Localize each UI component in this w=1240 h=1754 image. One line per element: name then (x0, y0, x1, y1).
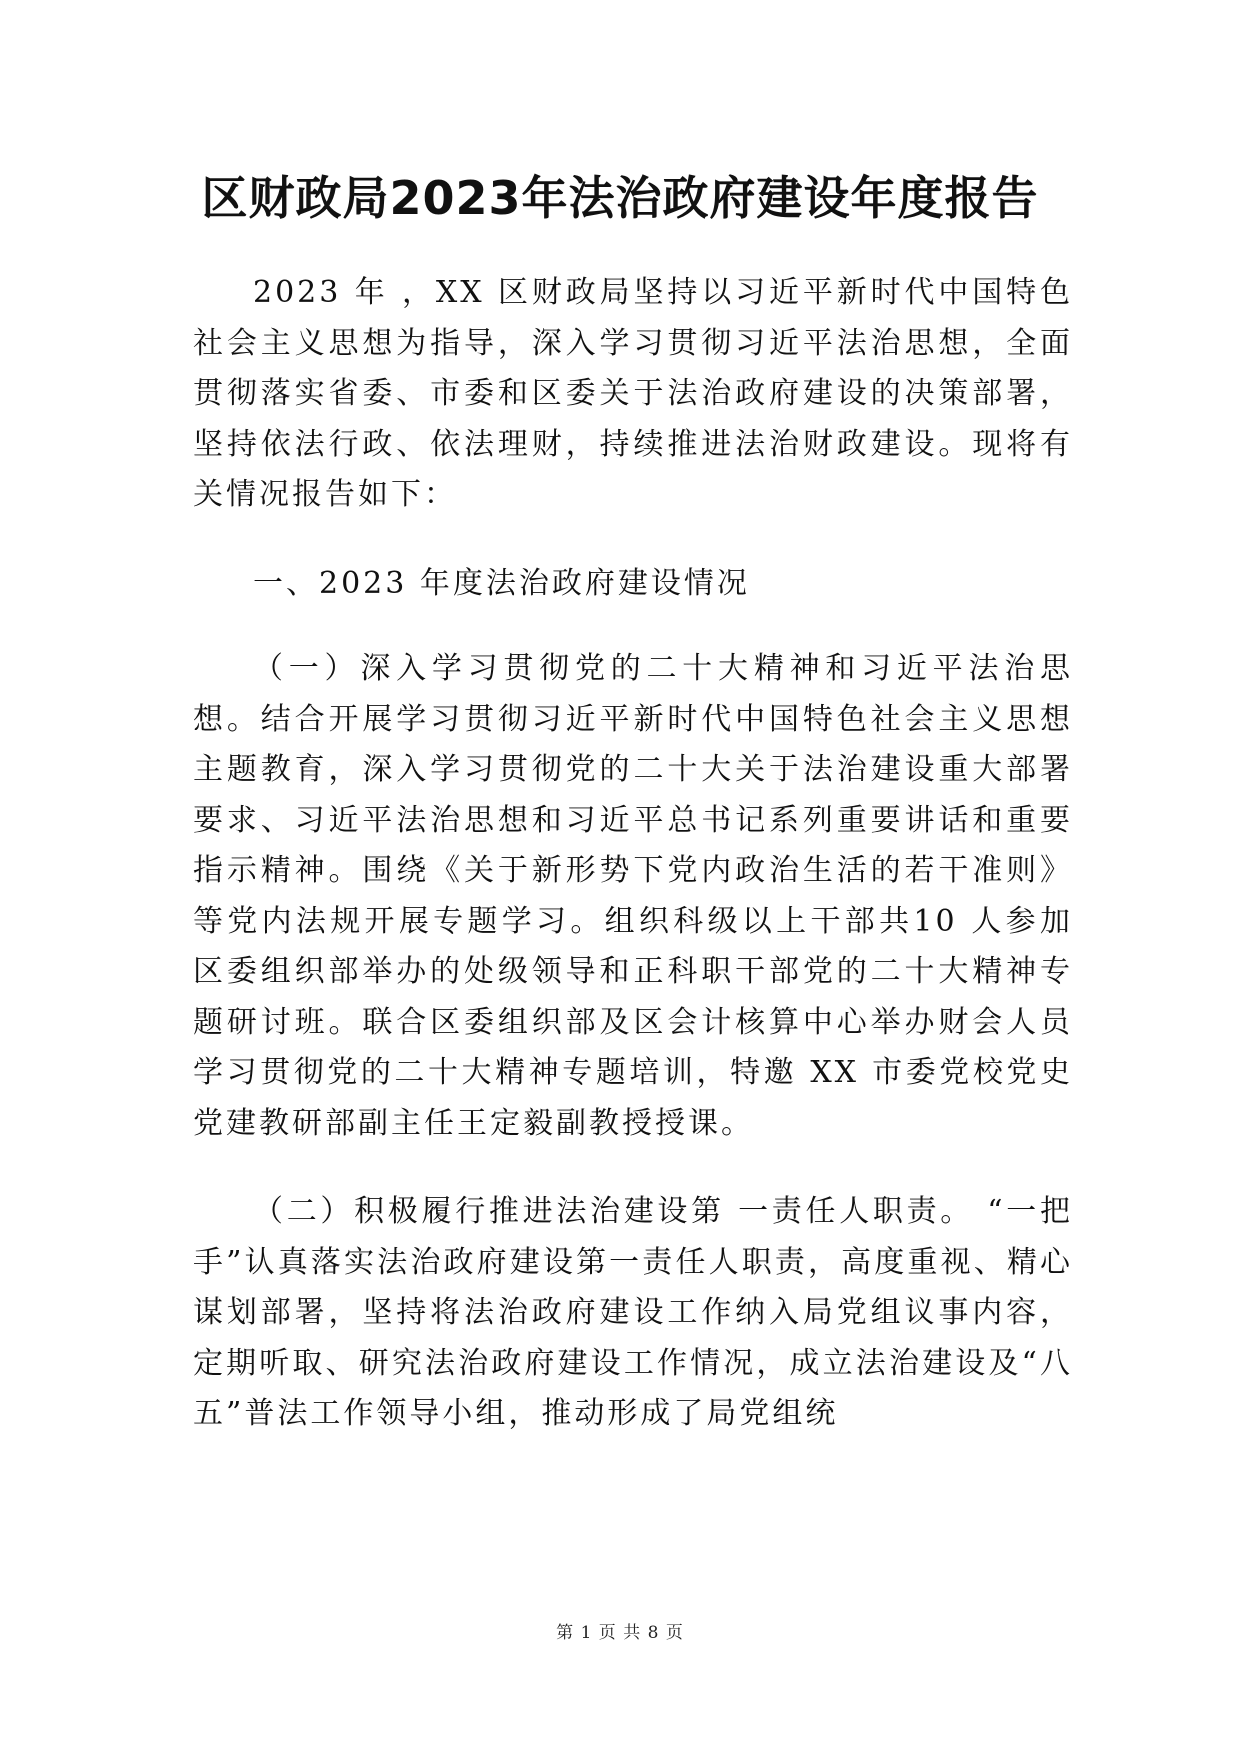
section-heading: 一、2023 年度法治政府建设情况 (253, 565, 750, 601)
document-title: 区财政局2023年法治政府建设年度报告 (201, 171, 1039, 225)
document-body (193, 268, 1073, 1440)
item-2-paragraph: （二）积极履行推进法治建设第 一责任人职责。 “一把手”认真落实法治政府建设第一责任人职责，高度重视、精心谋划部署，坚持将法治政府建设工作纳入局党组议事内容，定期听取、研究法治政府建设工作情况，成立法治建设及“八五”普法工作领导小组，推动形成了局党组统 (193, 1194, 1073, 1431)
page-number-footer: 第 1 页 共 8 页 (556, 1623, 684, 1643)
intro-paragraph: 2023 年 ，XX 区财政局坚持以习近平新时代中国特色社会主义思想为指导，深入学习贯彻习近平法治思想，全面贯彻落实省委、市委和区委关于法治政府建设的决策部署，坚持依法行政、依法理财，持续推进法治财政建设。现将有关情况报告如下： (193, 275, 1073, 512)
item-1-paragraph: （一）深入学习贯彻党的二十大精神和习近平法治思想。结合开展学习贯彻习近平新时代中国特色社会主义思想主题教育，深入学习贯彻党的二十大关于法治建设重大部署要求、习近平法治思想和习近平总书记系列重要讲话和重要指示精神。围绕《关于新形势下党内政治生活的若干准则》等党内法规开展专题学习。组织科级以上干部共10 人参加区委组织部举办的处级领导和正科职干部党的二十大精神专题研讨班。联合区委组织部及区会计核算中心举办财会人员学习贯彻党的二十大精神专题培训，特邀 XX 市委党校党史党建教研部副主任王定毅副教授授课。 (193, 651, 1073, 1141)
